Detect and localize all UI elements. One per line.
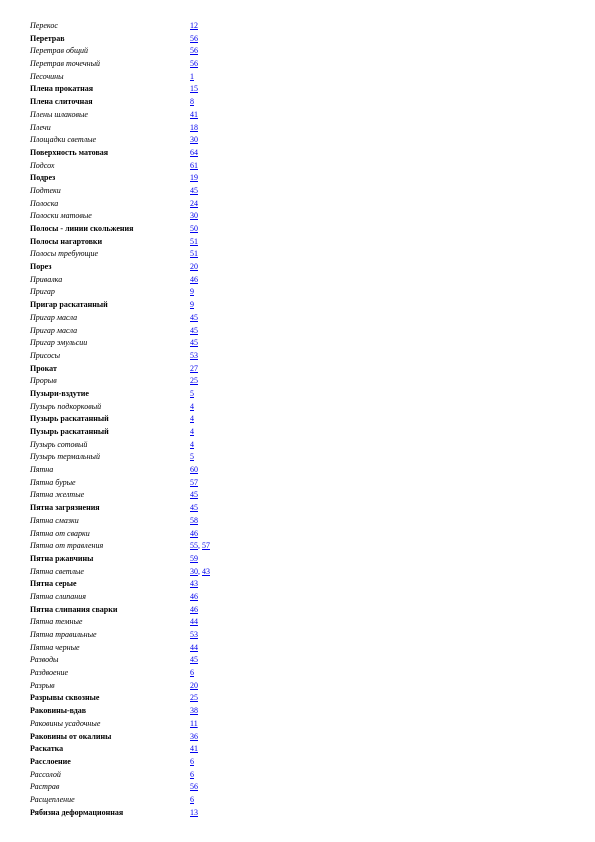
page-references <box>190 426 194 439</box>
index-entry <box>30 705 330 718</box>
page-references <box>190 743 198 756</box>
page-references <box>190 312 198 325</box>
page-number-link[interactable]: 5 <box>190 388 194 398</box>
index-entry <box>30 261 330 274</box>
index-entry <box>30 667 330 680</box>
index-term: Пригар масла <box>30 312 78 322</box>
index-term: Порез <box>30 262 52 272</box>
page-number-link[interactable]: 5 <box>190 452 194 462</box>
page-references <box>190 325 198 338</box>
page-number-link[interactable]: 46 <box>190 591 198 601</box>
index-term: Плена слиточная <box>30 97 93 107</box>
page-number-link[interactable]: 4 <box>190 401 194 411</box>
page-number-link[interactable]: 19 <box>190 173 198 183</box>
index-term: Привалка <box>30 274 63 284</box>
index-entry <box>30 413 330 426</box>
index-term: Плена прокатная <box>30 84 94 94</box>
page-references <box>190 616 198 629</box>
page-number-link[interactable]: 56 <box>190 46 198 56</box>
index-term: Рассолой <box>30 769 61 779</box>
page-number-link[interactable]: 30 <box>190 211 198 221</box>
index-term: Песочины <box>30 71 64 81</box>
page-references <box>190 705 198 718</box>
index-entry <box>30 210 330 223</box>
page-number-link[interactable]: 41 <box>190 744 198 754</box>
page-references <box>190 413 194 426</box>
index-entry <box>30 654 330 667</box>
page-references <box>190 781 198 794</box>
index-entry <box>30 629 330 642</box>
index-term: Пятна темные <box>30 617 83 627</box>
index-term: Пятна слипания сварки <box>30 604 118 614</box>
index-term: Прокат <box>30 363 57 373</box>
page-references <box>190 160 198 173</box>
index-entry <box>30 515 330 528</box>
index-entry <box>30 477 330 490</box>
page-references <box>190 33 198 46</box>
page-number-link[interactable]: 43 <box>202 566 210 576</box>
page-references <box>190 71 194 84</box>
index-term: Пятна серые <box>30 579 77 589</box>
index-term: Разрывы сквозные <box>30 693 100 703</box>
index-term: Пятна черные <box>30 642 80 652</box>
index-entry <box>30 286 330 299</box>
index-entry <box>30 604 330 617</box>
index-term: Прорыв <box>30 376 57 386</box>
page-number-link[interactable]: 13 <box>190 807 198 817</box>
page-number-link[interactable]: 9 <box>190 300 194 310</box>
page-references <box>190 198 198 211</box>
index-entry <box>30 426 330 439</box>
index-term: Перекос <box>30 21 58 30</box>
index-entry <box>30 147 330 160</box>
index-term: Полосы требующие <box>30 249 99 259</box>
page-number-link[interactable]: 46 <box>190 528 198 538</box>
index-entry <box>30 160 330 173</box>
index-term: Пятна светлые <box>30 566 84 576</box>
page-references <box>190 248 198 261</box>
page-number-link[interactable]: 38 <box>190 706 198 716</box>
index-term: Перетрав общий <box>30 46 88 56</box>
index-term: Раковины усадочные <box>30 718 101 728</box>
page-references <box>190 134 198 147</box>
index-entry <box>30 756 330 769</box>
page-number-link[interactable]: 4 <box>190 439 194 449</box>
index-term: Площадки светлые <box>30 135 97 145</box>
page-references <box>190 807 198 820</box>
page-references <box>190 566 210 579</box>
index-term: Раздвоение <box>30 668 69 678</box>
index-term: Плены шлаковые <box>30 109 88 119</box>
page-number-link[interactable]: 30 <box>190 566 198 576</box>
index-term: Пузыри-вздутие <box>30 388 89 398</box>
index-entry <box>30 502 330 515</box>
index-entry <box>30 363 330 376</box>
index-entry <box>30 58 330 71</box>
page-references <box>190 223 198 236</box>
index-term: Разрыв <box>30 680 55 690</box>
page-number-link[interactable]: 24 <box>190 198 198 208</box>
index-entry <box>30 451 330 464</box>
page-references <box>190 286 194 299</box>
index-term: Пригар эмульсии <box>30 338 88 348</box>
page-references <box>190 20 198 33</box>
page-references <box>190 654 198 667</box>
index-entry <box>30 692 330 705</box>
page-references <box>190 147 198 160</box>
index-term: Подсох <box>30 160 55 170</box>
page-number-link[interactable]: 56 <box>190 33 198 43</box>
page-references <box>190 122 198 135</box>
index-term: Пятна от травления <box>30 541 104 551</box>
page-references <box>190 375 198 388</box>
index-entry <box>30 350 330 363</box>
page-references <box>190 515 198 528</box>
index-entry <box>30 71 330 84</box>
page-references <box>190 58 198 71</box>
page-number-link[interactable]: 1 <box>190 71 194 81</box>
page-number-link[interactable]: 43 <box>190 579 198 589</box>
page-number-link[interactable]: 53 <box>190 350 198 360</box>
index-entry <box>30 553 330 566</box>
page-number-link[interactable]: 9 <box>190 287 194 297</box>
index-entry <box>30 489 330 502</box>
index-term: Перетрав точечный <box>30 59 101 69</box>
page-number-link[interactable]: 57 <box>190 477 198 487</box>
index-entry <box>30 172 330 185</box>
page-references <box>190 540 210 553</box>
index-entry <box>30 807 330 820</box>
alphabetical-index <box>30 20 330 819</box>
page-references <box>190 109 198 122</box>
page-number-link[interactable]: 57 <box>202 541 210 551</box>
page-references <box>190 172 198 185</box>
index-term: Пузырь термальный <box>30 452 100 462</box>
page-references <box>190 83 198 96</box>
page-number-link[interactable]: 30 <box>190 135 198 145</box>
page-number-link[interactable]: 15 <box>190 84 198 94</box>
index-term: Подтеки <box>30 185 61 195</box>
index-term: Разводы <box>30 655 59 665</box>
index-term: Раскатка <box>30 744 64 754</box>
page-references <box>190 274 198 287</box>
page-references <box>190 769 194 782</box>
index-term: Пятна желтые <box>30 490 85 500</box>
page-number-link[interactable]: 18 <box>190 122 198 132</box>
index-entry <box>30 33 330 46</box>
page-references <box>190 477 198 490</box>
page-references <box>190 299 194 312</box>
page-number-link[interactable]: 45 <box>190 338 198 348</box>
index-entry <box>30 185 330 198</box>
page-references <box>190 464 198 477</box>
page-references <box>190 794 194 807</box>
index-entry <box>30 274 330 287</box>
index-entry <box>30 731 330 744</box>
page-separator: , <box>198 541 202 551</box>
page-number-link[interactable]: 20 <box>190 680 198 690</box>
index-entry <box>30 45 330 58</box>
index-entry <box>30 299 330 312</box>
index-entry <box>30 109 330 122</box>
page-number-link[interactable]: 12 <box>190 21 198 30</box>
index-entry <box>30 375 330 388</box>
page-number-link[interactable]: 56 <box>190 59 198 69</box>
index-entry <box>30 439 330 452</box>
index-term: Присосы <box>30 350 61 360</box>
page-number-link[interactable]: 6 <box>190 668 194 678</box>
page-number-link[interactable]: 20 <box>190 262 198 272</box>
page-references <box>190 439 194 452</box>
index-entry <box>30 20 330 33</box>
index-term: Пятна слипания <box>30 591 86 601</box>
page-number-link[interactable]: 27 <box>190 363 198 373</box>
page-number-link[interactable]: 4 <box>190 427 194 436</box>
page-number-link[interactable]: 8 <box>190 97 194 107</box>
index-term: Раковины от окалины <box>30 731 112 741</box>
index-term: Расслоение <box>30 756 71 766</box>
index-term: Пятна травильные <box>30 630 97 639</box>
index-entry <box>30 96 330 109</box>
page-references <box>190 45 198 58</box>
index-entry <box>30 223 330 236</box>
page-number-link[interactable]: 46 <box>190 274 198 284</box>
page-number-link[interactable]: 50 <box>190 224 198 233</box>
index-term: Плечи <box>30 122 51 132</box>
index-term: Полосы - линии скольжения <box>30 224 134 233</box>
page-references <box>190 680 198 693</box>
index-entry <box>30 236 330 249</box>
index-term: Рябизна деформационная <box>30 807 124 817</box>
index-entry <box>30 718 330 731</box>
page-number-link[interactable]: 25 <box>190 376 198 386</box>
index-term: Пригар <box>30 287 55 297</box>
page-references <box>190 502 198 515</box>
page-number-link[interactable]: 56 <box>190 782 198 792</box>
index-entry <box>30 401 330 414</box>
page-number-link[interactable]: 55 <box>190 541 198 551</box>
index-term: Подрез <box>30 173 56 183</box>
index-term: Поверхность матовая <box>30 147 109 157</box>
index-term: Перетрав <box>30 33 65 43</box>
index-entry <box>30 578 330 591</box>
index-term: Пузырь раскатанный <box>30 427 109 436</box>
page-references <box>190 667 194 680</box>
page-references <box>190 528 198 541</box>
index-term: Пузырь раскатанный <box>30 414 109 424</box>
index-term: Пригар раскатанный <box>30 300 108 310</box>
index-term: Полосы нагартовки <box>30 236 103 246</box>
index-term: Раковины-вдав <box>30 706 87 716</box>
index-entry <box>30 680 330 693</box>
page-references <box>190 489 198 502</box>
page-number-link[interactable]: 58 <box>190 515 198 525</box>
page-references <box>190 591 198 604</box>
index-entry <box>30 248 330 261</box>
page-number-link[interactable]: 53 <box>190 630 198 639</box>
index-term: Пригар масла <box>30 325 78 335</box>
page-references <box>190 553 198 566</box>
page-number-link[interactable]: 60 <box>190 465 198 475</box>
index-term: Пятна <box>30 465 54 475</box>
page-number-link[interactable]: 45 <box>190 503 198 513</box>
index-entry <box>30 134 330 147</box>
index-term: Пузырь сотовый <box>30 439 88 449</box>
index-entry <box>30 540 330 553</box>
page-number-link[interactable]: 51 <box>190 236 198 246</box>
index-entry <box>30 616 330 629</box>
page-number-link[interactable]: 4 <box>190 414 194 424</box>
index-entry <box>30 337 330 350</box>
page-number-link[interactable]: 6 <box>190 769 194 779</box>
page-number-link[interactable]: 51 <box>190 249 198 259</box>
page-number-link[interactable]: 6 <box>190 794 194 804</box>
page-references <box>190 451 194 464</box>
index-term: Пятна бурые <box>30 477 76 487</box>
index-term: Полоски матовые <box>30 211 92 221</box>
index-entry <box>30 528 330 541</box>
index-entry <box>30 312 330 325</box>
page-number-link[interactable]: 45 <box>190 490 198 500</box>
index-entry <box>30 591 330 604</box>
index-term: Пятна от сварки <box>30 528 90 538</box>
page-number-link[interactable]: 45 <box>190 312 198 322</box>
page-number-link[interactable]: 61 <box>190 160 198 170</box>
page-number-link[interactable]: 6 <box>190 756 194 766</box>
index-entry <box>30 743 330 756</box>
page-references <box>190 210 198 223</box>
page-number-link[interactable]: 11 <box>190 718 198 728</box>
index-entry <box>30 198 330 211</box>
index-term: Пятна загрязнения <box>30 503 100 513</box>
page-references <box>190 629 198 642</box>
page-references <box>190 185 198 198</box>
index-entry <box>30 388 330 401</box>
page-number-link[interactable]: 25 <box>190 693 198 703</box>
page-number-link[interactable]: 36 <box>190 731 198 741</box>
page-references <box>190 731 198 744</box>
index-term: Пузырь подкорковый <box>30 401 102 411</box>
page-references <box>190 604 198 617</box>
index-entry <box>30 769 330 782</box>
page-number-link[interactable]: 59 <box>190 553 198 563</box>
page-references <box>190 642 198 655</box>
index-entry <box>30 83 330 96</box>
page-references <box>190 756 194 769</box>
index-term: Пятна ржавчины <box>30 553 94 563</box>
page-separator: , <box>198 566 202 576</box>
page-references <box>190 236 198 249</box>
page-references <box>190 388 194 401</box>
page-number-link[interactable]: 64 <box>190 147 198 157</box>
page-references <box>190 350 198 363</box>
page-references <box>190 578 198 591</box>
page-number-link[interactable]: 44 <box>190 617 198 627</box>
index-entry <box>30 794 330 807</box>
page-number-link[interactable]: 45 <box>190 185 198 195</box>
index-entry <box>30 325 330 338</box>
page-references <box>190 401 194 414</box>
page-references <box>190 337 198 350</box>
index-entry <box>30 781 330 794</box>
page-number-link[interactable]: 41 <box>190 109 198 119</box>
page-number-link[interactable]: 44 <box>190 642 198 652</box>
page-number-link[interactable]: 45 <box>190 325 198 335</box>
page-references <box>190 96 194 109</box>
page-number-link[interactable]: 45 <box>190 655 198 665</box>
page-number-link[interactable]: 46 <box>190 604 198 614</box>
index-term: Полоска <box>30 198 59 208</box>
page-references <box>190 718 198 731</box>
index-entry <box>30 122 330 135</box>
index-term: Расщепление <box>30 794 75 804</box>
index-entry <box>30 642 330 655</box>
index-term: Пятна смазки <box>30 515 79 525</box>
page-references <box>190 261 198 274</box>
index-term: Растрав <box>30 782 60 792</box>
index-entry <box>30 566 330 579</box>
page-references <box>190 363 198 376</box>
page-references <box>190 692 198 705</box>
index-entry <box>30 464 330 477</box>
